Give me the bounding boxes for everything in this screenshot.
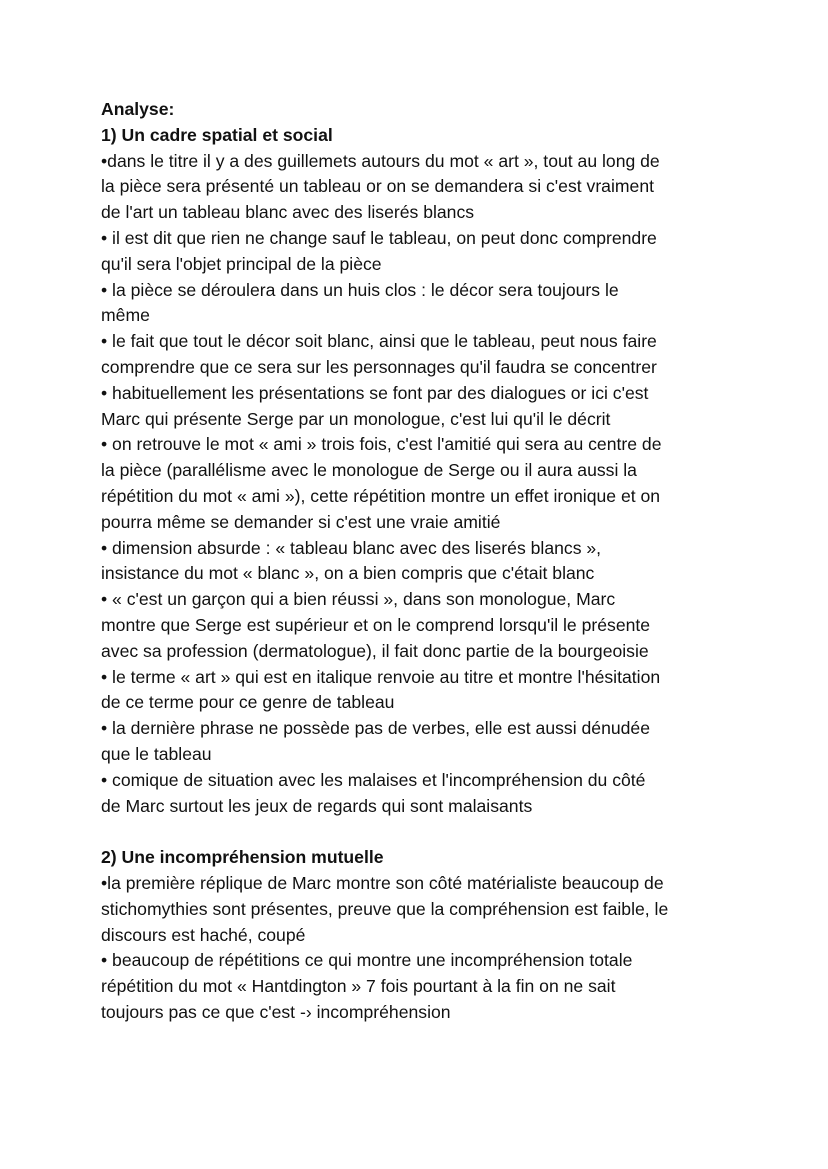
paragraph-line: • on retrouve le mot « ami » trois fois, c'est l'amitié qui sera au centre de	[101, 434, 662, 455]
paragraph-line: de ce terme pour ce genre de tableau	[101, 692, 395, 713]
paragraph-line: • la dernière phrase ne possède pas de verbes, elle est aussi dénudée	[101, 718, 650, 739]
paragraph-line: discours est haché, coupé	[101, 924, 306, 945]
paragraph-line: comprendre que ce sera sur les personnages qu'il faudra se concentrer	[101, 356, 657, 377]
paragraph-line: • habituellement les présentations se font par des dialogues or ici c'est	[101, 382, 649, 403]
paragraph-line: de Marc surtout les jeux de regards qui sont malaisants	[101, 795, 533, 816]
paragraph-line: avec sa profession (dermatologue), il fait donc partie de la bourgeoisie	[101, 640, 649, 661]
paragraph-line: • beaucoup de répétitions ce qui montre une incompréhension totale	[101, 950, 633, 971]
paragraph-line: la pièce (parallélisme avec le monologue de Serge ou il aura aussi la	[101, 460, 637, 481]
paragraph-line: • dimension absurde : « tableau blanc avec des liserés blancs »,	[101, 537, 602, 558]
paragraph-line: • le fait que tout le décor soit blanc, ainsi que le tableau, peut nous faire	[101, 331, 657, 352]
paragraph-line: répétition du mot « Hantdington » 7 fois pourtant à la fin on ne sait	[101, 976, 616, 997]
paragraph-line: montre que Serge est supérieur et on le comprend lorsqu'il le présente	[101, 614, 651, 635]
paragraph-line: • comique de situation avec les malaises et l'incompréhension du côté	[101, 769, 646, 790]
paragraph-line: insistance du mot « blanc », on a bien compris que c'était blanc	[101, 563, 595, 584]
paragraph-line: de l'art un tableau blanc avec des liserés blancs	[101, 202, 475, 223]
paragraph-line: la pièce sera présenté un tableau or on se demandera si c'est vraiment	[101, 176, 654, 197]
paragraph-line: •la première réplique de Marc montre son côté matérialiste beaucoup de	[101, 872, 664, 893]
paragraph-line: • la pièce se déroulera dans un huis clos : le décor sera toujours le	[101, 279, 619, 300]
paragraph-line: répétition du mot « ami »), cette répétition montre un effet ironique et on	[101, 485, 661, 506]
document-body	[101, 97, 741, 1026]
paragraph-line: toujours pas ce que c'est -› incompréhension	[101, 1001, 451, 1022]
section-2-body	[101, 871, 741, 1026]
paragraph-line: même	[101, 305, 150, 326]
section-1-body	[101, 149, 741, 820]
paragraph-line: que le tableau	[101, 743, 212, 764]
analysis-heading: Analyse:	[101, 99, 175, 119]
section-1-title: 1) Un cadre spatial et social	[101, 124, 333, 145]
paragraph-line: • « c'est un garçon qui a bien réussi », dans son monologue, Marc	[101, 589, 616, 610]
paragraph-line: • il est dit que rien ne change sauf le tableau, on peut donc comprendre	[101, 227, 657, 248]
paragraph-line: • le terme « art » qui est en italique renvoie au titre et montre l'hésitation	[101, 666, 661, 687]
section-2-title: 2) Une incompréhension mutuelle	[101, 847, 384, 868]
paragraph-line: pourra même se demander si c'est une vraie amitié	[101, 511, 501, 532]
paragraph-line: Marc qui présente Serge par un monologue, c'est lui qu'il le décrit	[101, 408, 611, 429]
paragraph-line: •dans le titre il y a des guillemets autours du mot « art », tout au long de	[101, 150, 660, 171]
paragraph-line: qu'il sera l'objet principal de la pièce	[101, 253, 382, 274]
paragraph-line: stichomythies sont présentes, preuve que la compréhension est faible, le	[101, 898, 669, 919]
section-spacer	[101, 819, 741, 845]
